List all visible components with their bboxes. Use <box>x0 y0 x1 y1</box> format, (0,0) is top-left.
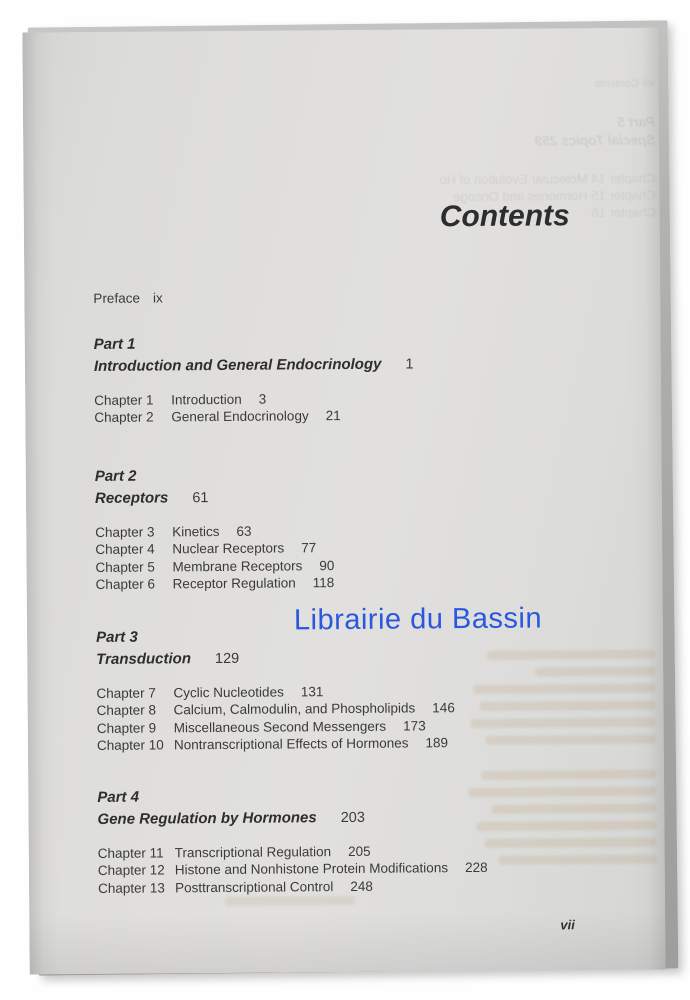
bleedthrough-part-title: Special Topics 259 <box>534 132 656 149</box>
part-page-number: 61 <box>192 490 209 507</box>
chapter-label: Chapter 9 <box>96 720 157 736</box>
chapter-label: Chapter 2 <box>94 409 154 426</box>
chapter-list <box>95 522 334 593</box>
part-label: Part 2 <box>94 467 137 485</box>
chapter-list <box>94 389 414 426</box>
part-title: Introduction and General Endocrinology <box>93 355 382 375</box>
chapter-row <box>98 859 488 879</box>
chapter-label: Chapter 10 <box>96 737 164 754</box>
chapter-page-number: 90 <box>319 557 335 574</box>
chapter-label: Chapter 11 <box>97 845 164 861</box>
chapter-label: Chapter 13 <box>97 880 165 896</box>
bleedthrough-running-header: viii Contents <box>594 77 655 91</box>
chapter-title: Calcium, Calmodulin, and Phospholipids <box>173 700 416 718</box>
chapter-page-number: 77 <box>301 540 317 556</box>
chapter-row <box>94 407 414 427</box>
chapter-row <box>97 700 455 720</box>
chapter-page-number: 189 <box>425 735 449 751</box>
part-4-section <box>97 784 488 897</box>
chapter-row <box>98 877 488 897</box>
chapter-row <box>97 734 455 754</box>
chapter-label: Chapter 3 <box>95 524 155 540</box>
chapter-title: Introduction <box>171 391 242 408</box>
chapter-title: Membrane Receptors <box>172 558 303 575</box>
part-title: Receptors <box>94 489 169 507</box>
chapter-page-number: 21 <box>325 408 341 424</box>
part-label: Part 4 <box>97 788 140 806</box>
bleedthrough-paragraph <box>468 770 657 873</box>
part-page-number: 1 <box>405 356 414 373</box>
chapter-row <box>96 574 335 593</box>
chapter-page-number: 173 <box>403 718 426 734</box>
chapter-label: Chapter 7 <box>96 685 156 701</box>
page-title: Contents <box>439 199 570 234</box>
bleedthrough-chapter-line: Chapter 14 Molecular Evolution of Ho <box>439 170 656 188</box>
chapter-page-number: 146 <box>432 700 455 716</box>
chapter-row <box>95 539 334 558</box>
part-title: Transduction <box>96 650 192 668</box>
chapter-title: General Endocrinology <box>171 408 309 425</box>
chapter-title: Cyclic Nucleotides <box>173 684 284 701</box>
chapter-page-number: 248 <box>350 878 373 894</box>
chapter-list <box>96 682 455 754</box>
folio-page-number: vii <box>560 917 575 933</box>
chapter-page-number: 118 <box>312 575 335 591</box>
bleedthrough-chapter-line: Chapter 16 <box>591 204 656 221</box>
chapter-label: Chapter 6 <box>95 576 156 593</box>
chapter-page-number: 228 <box>464 860 488 876</box>
chapter-page-number: 3 <box>258 391 267 407</box>
contents-page <box>22 28 665 975</box>
chapter-row <box>95 557 334 576</box>
chapter-list <box>98 842 488 897</box>
part-title: Gene Regulation by Hormones <box>97 809 317 828</box>
chapter-page-number: 205 <box>348 843 371 859</box>
chapter-row <box>95 522 334 541</box>
chapter-label: Chapter 12 <box>97 862 165 879</box>
bleedthrough-line <box>225 896 355 914</box>
bleedthrough-part-label: Part 5 <box>617 114 656 130</box>
chapter-title: Nontranscriptional Effects of Hormones <box>173 735 409 753</box>
part-label: Part 3 <box>95 628 138 646</box>
bookseller-watermark: Librairie du Bassin <box>293 602 543 637</box>
chapter-label: Chapter 4 <box>95 541 155 558</box>
part-2-section <box>95 464 335 593</box>
part-page-number: 129 <box>214 650 240 668</box>
chapter-page-number: 131 <box>300 684 324 700</box>
chapter-title: Receptor Regulation <box>172 575 296 592</box>
chapter-label: Chapter 8 <box>96 702 156 719</box>
bleedthrough-chapter-line: Chapter 15 Hormones and Oncoge <box>453 187 656 205</box>
part-page-number: 203 <box>340 809 365 827</box>
part-1-section <box>94 331 414 426</box>
chapter-label: Chapter 1 <box>94 392 154 408</box>
part-label: Part 1 <box>93 335 136 353</box>
chapter-title: Nuclear Receptors <box>172 540 285 557</box>
chapter-title: Posttranscriptional Control <box>174 878 334 896</box>
preface-entry <box>93 290 162 306</box>
preface-page-number: ix <box>152 290 163 306</box>
chapter-page-number: 63 <box>236 523 252 539</box>
preface-label: Preface <box>93 290 140 306</box>
chapter-label: Chapter 5 <box>95 559 155 575</box>
chapter-title: Miscellaneous Second Messengers <box>173 718 387 736</box>
chapter-title: Kinetics <box>172 523 220 540</box>
chapter-title: Histone and Nonhistone Protein Modifications <box>174 860 449 878</box>
part-3-section <box>96 624 455 754</box>
chapter-title: Transcriptional Regulation <box>174 844 332 861</box>
bleedthrough-paragraph <box>470 650 656 753</box>
